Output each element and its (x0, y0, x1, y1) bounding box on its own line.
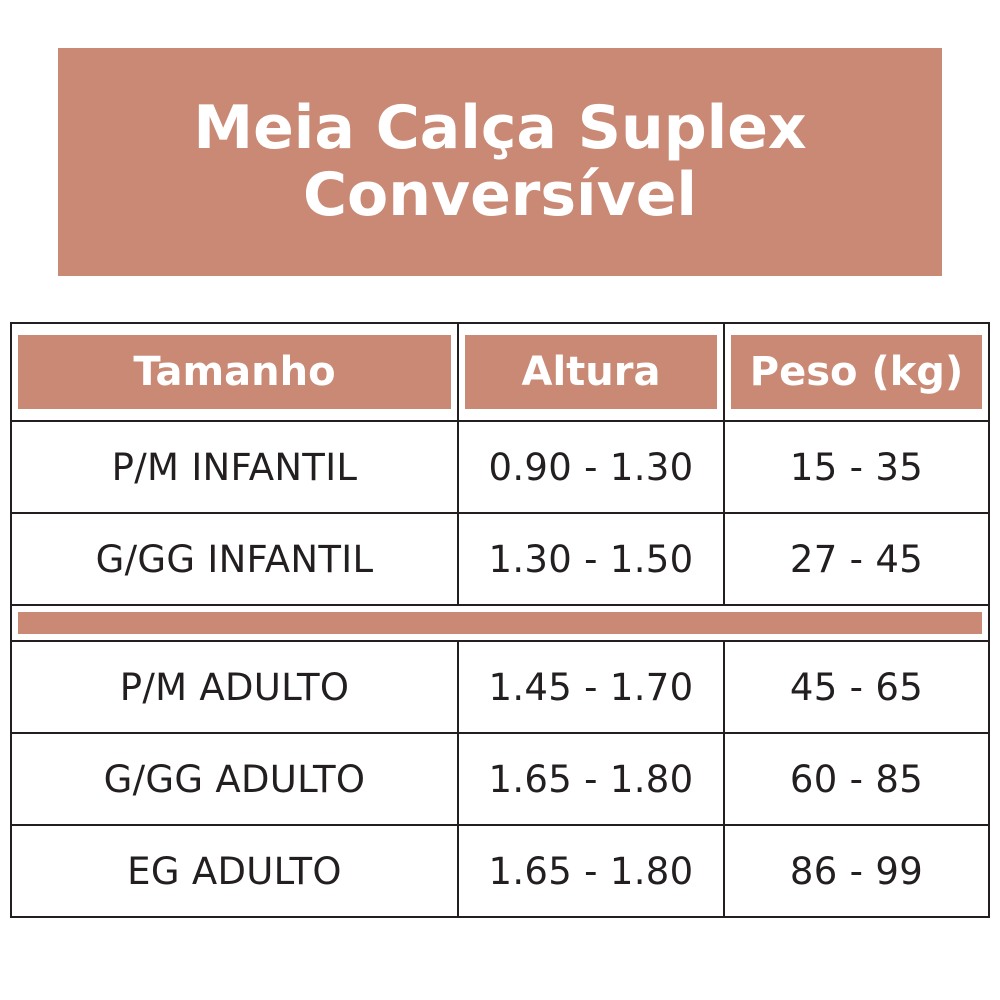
column-header-peso (724, 323, 989, 421)
cell-tamanho: G/GG ADULTO (11, 733, 458, 825)
table-row (11, 421, 989, 513)
cell-altura: 1.65 - 1.80 (458, 825, 724, 917)
size-table (10, 322, 990, 918)
column-header-tamanho (11, 323, 458, 421)
table-row (11, 641, 989, 733)
cell-peso: 45 - 65 (724, 641, 989, 733)
page-title-line-1: Meia Calça Suplex (193, 92, 807, 163)
page-title-line-2: Conversível (302, 160, 697, 230)
cell-tamanho: G/GG INFANTIL (11, 513, 458, 605)
section-divider-row (11, 605, 989, 641)
cell-altura: 0.90 - 1.30 (458, 421, 724, 513)
cell-peso: 60 - 85 (724, 733, 989, 825)
column-header-peso-label: Peso (kg) (731, 335, 982, 409)
cell-altura: 1.30 - 1.50 (458, 513, 724, 605)
cell-altura: 1.65 - 1.80 (458, 733, 724, 825)
cell-peso: 15 - 35 (724, 421, 989, 513)
cell-tamanho: P/M INFANTIL (11, 421, 458, 513)
table-header-row (11, 323, 989, 421)
section-divider-cell (11, 605, 989, 641)
cell-peso: 86 - 99 (724, 825, 989, 917)
table-row (11, 733, 989, 825)
column-header-altura (458, 323, 724, 421)
table-row (11, 513, 989, 605)
cell-altura: 1.45 - 1.70 (458, 641, 724, 733)
cell-tamanho: P/M ADULTO (11, 641, 458, 733)
table-row (11, 825, 989, 917)
column-header-tamanho-label: Tamanho (18, 335, 451, 409)
column-header-altura-label: Altura (465, 335, 717, 409)
title-banner (58, 48, 942, 276)
cell-peso: 27 - 45 (724, 513, 989, 605)
cell-tamanho: EG ADULTO (11, 825, 458, 917)
section-divider-bar (18, 612, 982, 634)
